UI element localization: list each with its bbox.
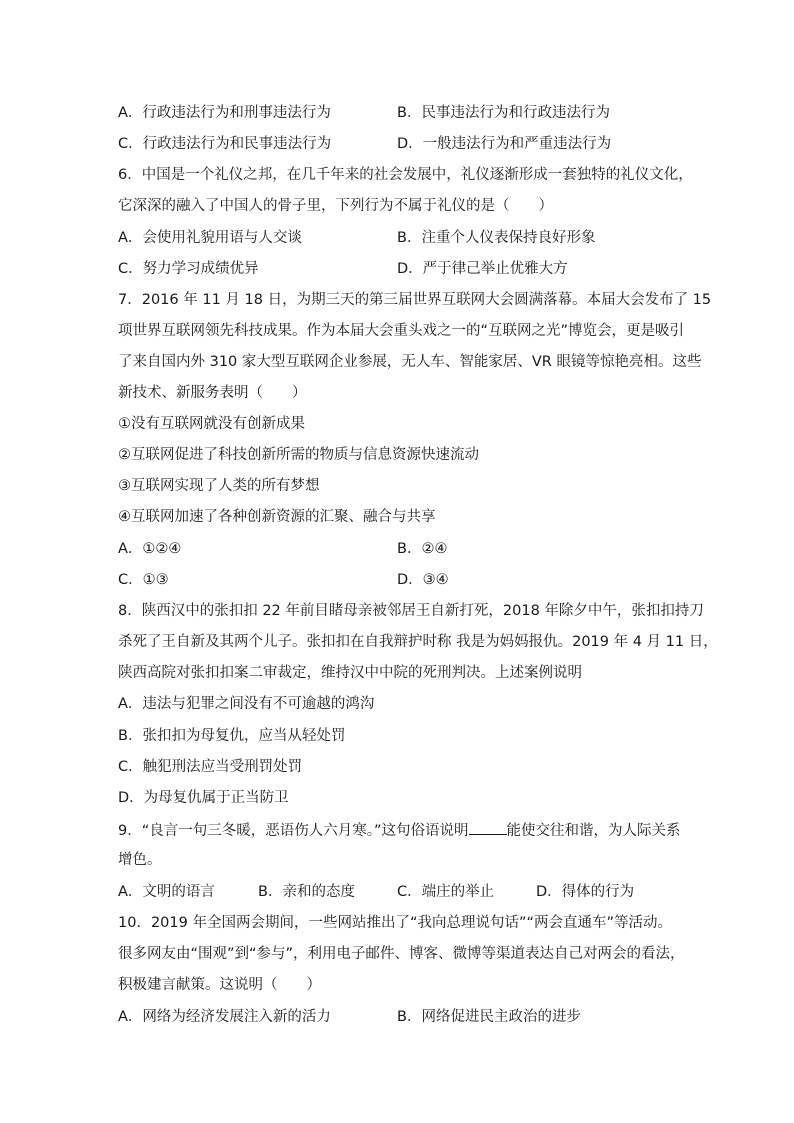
q9-stem-part-1: 9．“良言一句三冬暖，恶语伤人六月寒。”这句俗语说明	[118, 823, 469, 839]
q7-stem-line-3: 了来自国内外 310 家大型互联网企业参展，无人车、智能家居、VR 眼镜等惊艳亮相。这些	[118, 354, 702, 370]
q7-stem-line-1: 7．2016 年 11 月 18 日，为期三天的第三届世界互联网大会圆满落幕。本届大会发布了 15	[118, 292, 712, 308]
q5-option-a: A．行政违法行为和刑事违法行为	[118, 105, 331, 121]
q6-stem-line-2: 它深深的融入了中国人的骨子里，下列行为不属于礼仪的是（ ）	[118, 198, 553, 214]
q9-option-a: A．文明的语言	[118, 884, 215, 900]
q6-stem-line-1: 6．中国是一个礼仪之邦，在几千年来的社会发展中，礼仪逐渐形成一套独特的礼仪文化，	[118, 167, 693, 183]
q7-stem-line-4: 新技术、新服务表明（ ）	[118, 385, 307, 401]
q6-option-a: A．会使用礼貌用语与人交谈	[118, 230, 302, 246]
q8-option-b: B．张扣扣为母复仇，应当从轻处罚	[118, 728, 346, 744]
q10-stem-line-3: 积极建言献策。这说明（ ）	[118, 977, 321, 993]
q7-option-a: A．①②④	[118, 541, 182, 557]
q8-option-c: C．触犯刑法应当受刑罚处罚	[118, 759, 303, 775]
q10-stem-line-1: 10．2019 年全国两会期间，一些网站推出了“我向总理说句话”“两会直通车”等活动。	[118, 915, 673, 931]
q7-option-c: C．①③	[118, 572, 169, 588]
q7-stem-line-2: 项世界互联网领先科技成果。作为本届大会重头戏之一的“互联网之光”博览会，更是吸引	[118, 323, 685, 339]
q7-option-b: B．②④	[397, 541, 448, 557]
q7-statement-4: ④互联网加速了各种创新资源的汇聚、融合与共享	[118, 509, 436, 525]
q5-option-b: B．民事违法行为和行政违法行为	[397, 105, 610, 121]
q7-statement-2: ②互联网促进了科技创新所需的物质与信息资源快速流动	[118, 447, 479, 463]
q9-option-c: C．端庄的举止	[397, 884, 495, 900]
q9-option-d: D．得体的行为	[536, 884, 635, 900]
q8-stem-line-3: 陕西高院对张扣扣案二审裁定，维持汉中中院的死刑判决。上述案例说明	[118, 665, 582, 681]
q9-option-b: B．亲和的态度	[258, 884, 355, 900]
q9-stem-line-2: 增色。	[118, 852, 162, 868]
q10-stem-line-2: 很多网友由“围观”到“参与”，利用电子邮件、博客、微博等渠道表达自己对两会的看法，	[118, 946, 685, 962]
q7-option-d: D．③④	[397, 572, 449, 588]
q10-option-b: B．网络促进民主政治的进步	[397, 1009, 581, 1025]
q6-option-b: B．注重个人仪表保持良好形象	[397, 230, 596, 246]
q10-option-a: A．网络为经济发展注入新的活力	[118, 1009, 331, 1025]
q7-statement-3: ③互联网实现了人类的所有梦想	[118, 478, 320, 494]
q6-option-d: D．严于律己举止优雅大方	[397, 261, 568, 277]
q5-option-c: C．行政违法行为和民事违法行为	[118, 136, 332, 152]
q9-stem-line-1	[118, 819, 681, 839]
q7-statement-1: ①没有互联网就没有创新成果	[118, 416, 305, 432]
q8-option-a: A．违法与犯罪之间没有不可逾越的鸿沟	[118, 696, 375, 712]
q6-option-c: C．努力学习成绩优异	[118, 261, 259, 277]
q8-stem-line-1: 8．陕西汉中的张扣扣 22 年前目睹母亲被邻居王自新打死，2018 年除夕中午，张扣扣持刀	[118, 603, 704, 619]
q9-answer-blank	[469, 819, 507, 835]
q8-stem-line-2: 杀死了王自新及其两个儿子。张扣扣在自我辩护时称 我是为妈妈报仇。2019 年 4 月 11 日，	[118, 634, 718, 650]
q8-option-d: D．为母复仇属于正当防卫	[118, 790, 289, 806]
q5-option-d: D．一般违法行为和严重违法行为	[397, 136, 612, 152]
q9-stem-part-2: 能使交往和谐，为人际关系	[506, 823, 681, 839]
